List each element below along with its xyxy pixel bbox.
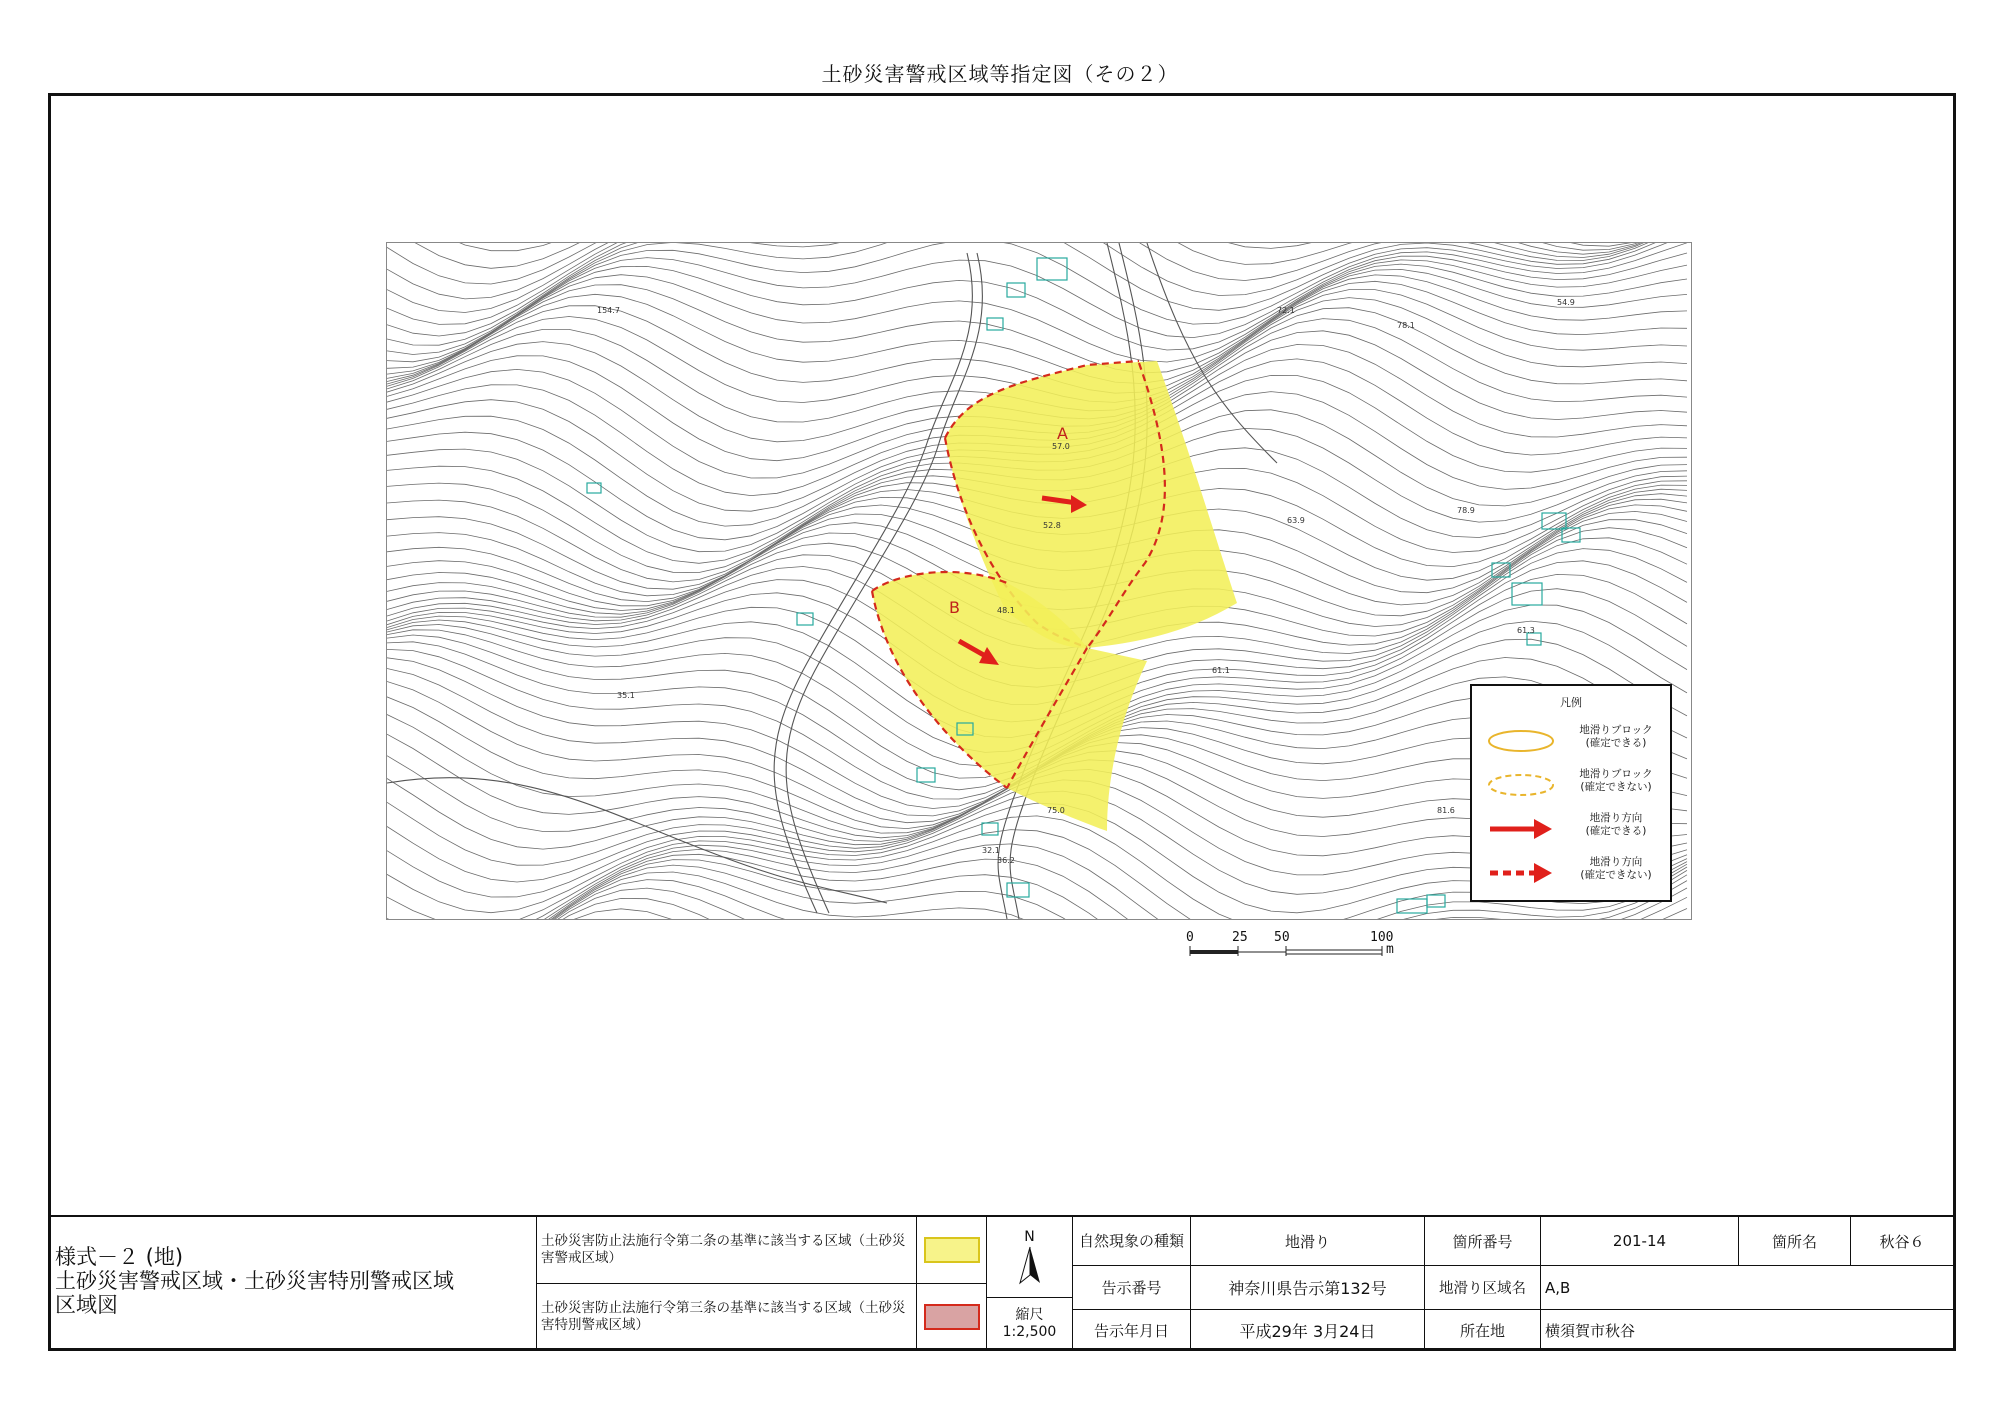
location-name-value: 秋谷６ xyxy=(1879,1232,1925,1251)
building xyxy=(917,768,935,782)
spot-height: 75.0 xyxy=(1047,806,1065,815)
form-name-cont: 区域図 xyxy=(55,1293,118,1317)
spot-height: 154.7 xyxy=(597,306,620,315)
address-label: 所在地 xyxy=(1425,1310,1541,1350)
swatch-cell-red xyxy=(917,1284,987,1350)
swatch-cell-yellow xyxy=(917,1217,987,1283)
location-name-label: 箇所名 xyxy=(1739,1217,1851,1265)
area-name-label: 地滑り区域名 xyxy=(1425,1266,1541,1309)
contour-line xyxy=(387,243,1687,251)
spot-height: 78.1 xyxy=(1397,321,1415,330)
solid-arrow-icon xyxy=(1486,814,1556,844)
legend-sublabel: (確定できる) xyxy=(1585,737,1647,749)
scale-bar-graphic xyxy=(1186,930,1406,964)
spot-height: 35.1 xyxy=(617,691,635,700)
legend-sublabel: (確定できない) xyxy=(1580,869,1652,881)
north-arrow-cell xyxy=(987,1217,1073,1297)
location-no-label: 箇所番号 xyxy=(1425,1217,1541,1265)
building xyxy=(1007,883,1029,897)
north-label: N xyxy=(1024,1229,1035,1245)
spot-height: 48.1 xyxy=(997,606,1015,615)
building xyxy=(1427,895,1445,907)
notice-date-label: 告示年月日 xyxy=(1073,1310,1191,1350)
building xyxy=(987,318,1003,330)
dashed-arrow-icon xyxy=(1486,858,1556,888)
notice-no-label: 告示番号 xyxy=(1073,1266,1191,1309)
map-viewport[interactable] xyxy=(386,242,1692,920)
spot-height: 63.9 xyxy=(1287,516,1305,525)
phenomenon-label: 自然現象の種類 xyxy=(1073,1217,1191,1265)
scale-tick-50: 50 xyxy=(1274,930,1290,945)
spot-height: 78.9 xyxy=(1457,506,1475,515)
title-block xyxy=(51,1215,1953,1350)
spot-height: 54.9 xyxy=(1557,298,1575,307)
legend-item-dashed-arrow xyxy=(1472,852,1670,892)
spot-height: 52.8 xyxy=(1043,521,1061,530)
spot-height: 61.3 xyxy=(1517,626,1535,635)
scale-tick-100: 100 xyxy=(1370,930,1394,945)
building xyxy=(1037,258,1067,280)
address-value: 横須賀市秋谷 xyxy=(1545,1321,1636,1340)
spot-height: 57.0 xyxy=(1052,442,1070,451)
area-name-value: A,B xyxy=(1545,1278,1571,1297)
block-label-a: A xyxy=(1057,424,1068,443)
legend-item-solid-block xyxy=(1472,720,1670,760)
form-title xyxy=(51,1217,537,1350)
legend-item-dashed-block xyxy=(1472,764,1670,804)
contour-line xyxy=(387,269,1687,378)
notice-no-value: 神奈川県告示第132号 xyxy=(1191,1266,1425,1309)
legend-sublabel: (確定できない) xyxy=(1580,781,1652,793)
scale-unit: m xyxy=(1386,942,1394,957)
legend-label: 地滑りブロック xyxy=(1579,724,1653,736)
zone-red-description: 土砂災害防止法施行令第三条の基準に該当する区域（土砂災害特別警戒区域） xyxy=(537,1284,917,1350)
scale-cell xyxy=(987,1298,1073,1350)
dashed-ellipse-icon xyxy=(1486,770,1556,800)
north-arrow-icon xyxy=(1018,1245,1042,1285)
spot-height: 81.6 xyxy=(1437,806,1455,815)
red-zone-swatch xyxy=(924,1304,980,1330)
legend-label: 地滑り方向 xyxy=(1589,812,1643,824)
spot-height: 72.1 xyxy=(1277,306,1295,315)
block-label-b: B xyxy=(949,598,960,617)
legend-label: 地滑りブロック xyxy=(1579,768,1653,780)
scale-tick-25: 25 xyxy=(1232,930,1248,945)
form-code: 様式－２ (地) xyxy=(55,1245,184,1269)
spot-height: 32.1 xyxy=(982,846,1000,855)
scale-tick-0: 0 xyxy=(1186,930,1194,945)
legend-item-solid-arrow xyxy=(1472,808,1670,848)
solid-ellipse-icon xyxy=(1486,726,1556,756)
scale-bar xyxy=(1186,930,1406,964)
building xyxy=(1512,583,1542,605)
scale-label: 縮尺 xyxy=(1015,1307,1044,1323)
phenomenon-value: 地滑り xyxy=(1191,1217,1425,1265)
location-no-value: 201-14 xyxy=(1541,1217,1739,1265)
legend-title: 凡例 xyxy=(1560,696,1582,709)
form-name: 土砂災害警戒区域・土砂災害特別警戒区域 xyxy=(55,1269,454,1293)
spot-height: 36.2 xyxy=(997,856,1015,865)
legend-label: 地滑り方向 xyxy=(1589,856,1643,868)
map-legend xyxy=(1470,684,1672,902)
notice-date-value: 平成29年 3月24日 xyxy=(1191,1310,1425,1350)
sheet-title: 土砂災害警戒区域等指定図（その２） xyxy=(821,62,1179,86)
zone-yellow-description: 土砂災害防止法施行令第二条の基準に該当する区域（土砂災害警戒区域） xyxy=(537,1217,917,1283)
yellow-zone-swatch xyxy=(924,1237,980,1263)
spot-height: 61.1 xyxy=(1212,666,1230,675)
scale-value: 1:2,500 xyxy=(1002,1324,1057,1340)
legend-sublabel: (確定できる) xyxy=(1585,825,1647,837)
